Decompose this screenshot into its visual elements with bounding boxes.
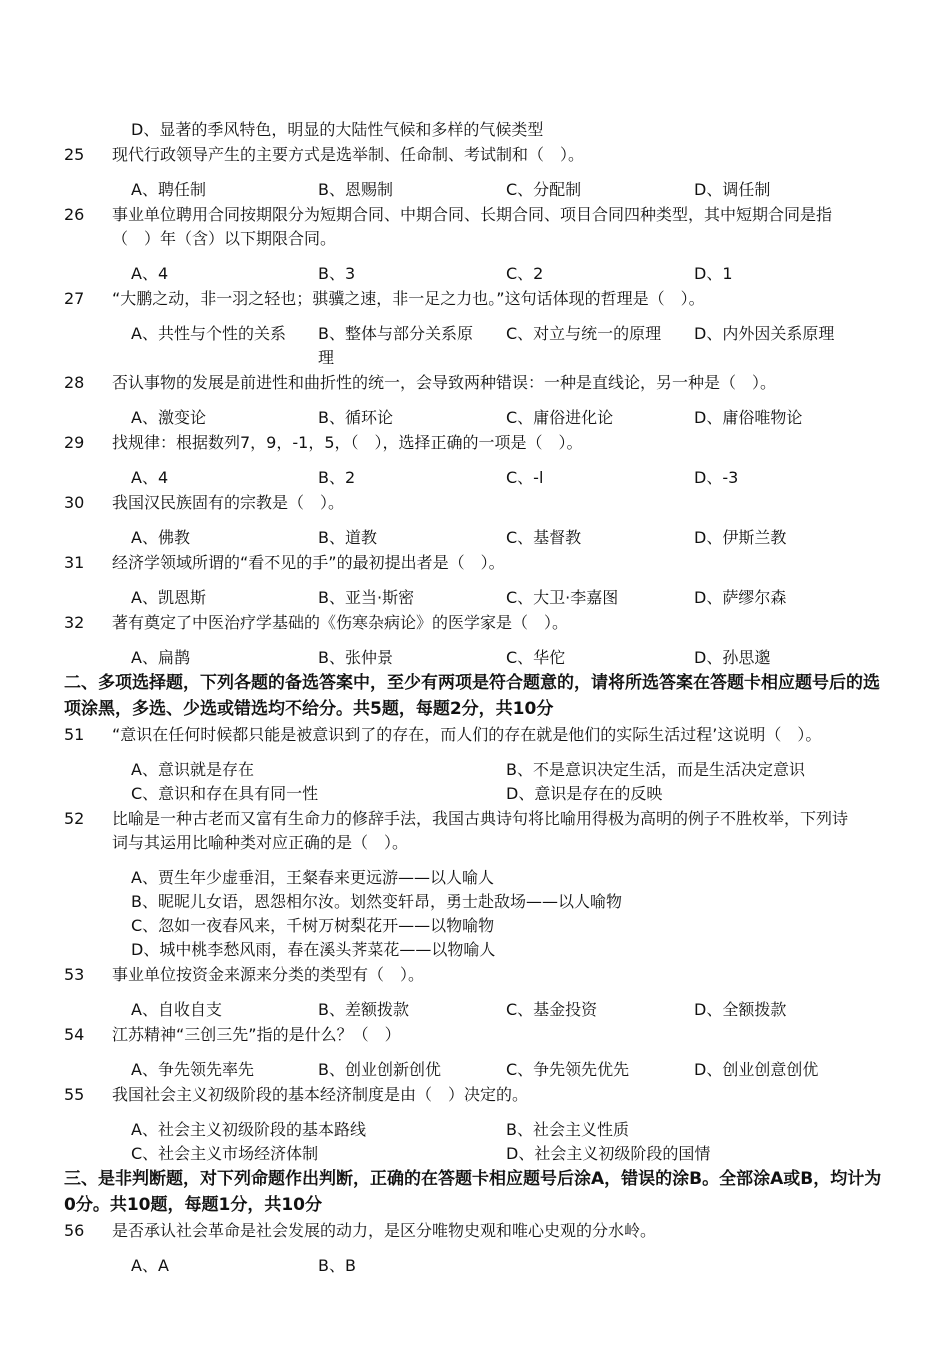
- q27-number: 27: [64, 289, 85, 308]
- q29-option-a: A、4: [131, 468, 169, 487]
- q52-text: 比喻是一种古老而又富有生命力的修辞手法，我国古典诗句将比喻用得极为高明的例子不胜枚举，下列诗词与其运用比喻种类对应正确的是（ ）。: [112, 809, 849, 852]
- q27-option-c: C、对立与统一的原理: [506, 324, 662, 343]
- q28-number: 28: [64, 373, 85, 392]
- q56-text: 是否承认社会革命是社会发展的动力，是区分唯物史观和唯心史观的分水岭。: [112, 1221, 657, 1240]
- q53-option-d: D、全额拨款: [694, 1000, 787, 1019]
- q26-text: 事业单位聘用合同按期限分为短期合同、中期合同、长期合同、项目合同四种类型，其中短期合同是指（ ）年（含）以下期限合同。: [112, 205, 833, 248]
- q53-option-c: C、基金投资: [506, 1000, 598, 1019]
- q53-option-b: B、差额拨款: [318, 1000, 409, 1019]
- q28-option-d: D、庸俗唯物论: [694, 408, 803, 427]
- q29-option-c: C、-l: [506, 468, 544, 487]
- q56-option-a: A、A: [131, 1256, 169, 1275]
- q27-option-a: A、共性与个性的关系: [131, 324, 286, 343]
- q25-number: 25: [64, 145, 85, 164]
- q28-option-c: C、庸俗进化论: [506, 408, 614, 427]
- q24-option-d: D、显著的季风特色，明显的大陆性气候和多样的气候类型: [131, 120, 544, 139]
- q26-option-d: D、1: [694, 264, 733, 283]
- q25-option-a: A、聘任制: [131, 180, 206, 199]
- section-3-heading: 三、是非判断题，对下列命题作出判断，正确的在答题卡相应题号后涂A，错误的涂B。全部涂A或B，均计为0分。共10题，每题1分，共10分: [64, 1169, 882, 1215]
- q26-option-b: B、3: [318, 264, 356, 283]
- q55-option-b: B、社会主义性质: [506, 1120, 629, 1139]
- q32-option-a: A、扁鹊: [131, 648, 190, 667]
- q32-option-b: B、张仲景: [318, 648, 393, 667]
- q27-option-d: D、内外因关系原理: [694, 324, 835, 343]
- q32-option-c: C、华佗: [506, 648, 566, 667]
- q55-text: 我国社会主义初级阶段的基本经济制度是由（ ）决定的。: [112, 1085, 529, 1104]
- q26-option-c: C、2: [506, 264, 544, 283]
- q25-option-d: D、调任制: [694, 180, 771, 199]
- q55-option-a: A、社会主义初级阶段的基本路线: [131, 1120, 366, 1139]
- q29-option-d: D、-3: [694, 468, 739, 487]
- q53-option-a: A、自收自支: [131, 1000, 222, 1019]
- q55-number: 55: [64, 1085, 85, 1104]
- q31-option-c: C、大卫·李嘉图: [506, 588, 619, 607]
- q52-option-d: D、城中桃李愁风雨，春在溪头荠菜花——以物喻人: [131, 940, 496, 959]
- q51-option-a: A、意识就是存在: [131, 760, 254, 779]
- q54-number: 54: [64, 1025, 85, 1044]
- q32-number: 32: [64, 613, 85, 632]
- q52-option-a: A、贾生年少虚垂泪，王粲春来更远游——以人喻人: [131, 868, 494, 887]
- q55-option-d: D、社会主义初级阶段的国情: [506, 1144, 711, 1163]
- q56-number: 56: [64, 1221, 85, 1240]
- q30-number: 30: [64, 493, 85, 512]
- q31-number: 31: [64, 553, 85, 572]
- q30-text: 我国汉民族固有的宗教是（ ）。: [112, 493, 345, 512]
- q54-option-b: B、创业创新创优: [318, 1060, 441, 1079]
- q27-text: “大鹏之动，非一羽之轻也；骐骥之速，非一足之力也。”这句话体现的哲理是（ ）。: [112, 289, 705, 308]
- q55-option-c: C、社会主义市场经济体制: [131, 1144, 319, 1163]
- q31-option-b: B、亚当·斯密: [318, 588, 415, 607]
- q54-option-c: C、争先领先优先: [506, 1060, 630, 1079]
- q51-option-b: B、不是意识决定生活，而是生活决定意识: [506, 760, 805, 779]
- section-2-heading: 二、多项选择题，下列各题的备选答案中，至少有两项是符合题意的，请将所选答案在答题卡相应题号后的选项涂黑，多选、少选或错选均不给分。共5题，每题2分，共10分: [64, 673, 880, 719]
- q26-option-a: A、4: [131, 264, 169, 283]
- q25-option-c: C、分配制: [506, 180, 582, 199]
- q32-text: 著有奠定了中医治疗学基础的《伤寒杂病论》的医学家是（ ）。: [112, 613, 569, 632]
- q51-option-c: C、意识和存在具有同一性: [131, 784, 319, 803]
- q26-number: 26: [64, 205, 85, 224]
- q30-option-c: C、基督教: [506, 528, 582, 547]
- q54-text: 江苏精神“三创三先”指的是什么？（ ）: [112, 1025, 401, 1044]
- q29-text: 找规律：根据数列7，9，-1，5，（ ），选择正确的一项是（ ）。: [112, 433, 583, 452]
- q54-option-d: D、创业创意创优: [694, 1060, 819, 1079]
- q56-option-b: B、B: [318, 1256, 356, 1275]
- q53-number: 53: [64, 965, 85, 984]
- q29-option-b: B、2: [318, 468, 356, 487]
- q52-option-b: B、昵昵儿女语，恩怨相尔汝。划然变轩昂，勇士赴敌场——以人喻物: [131, 892, 622, 911]
- q51-number: 51: [64, 725, 85, 744]
- q32-option-d: D、孙思邈: [694, 648, 771, 667]
- q25-option-b: B、恩赐制: [318, 180, 393, 199]
- q31-text: 经济学领域所谓的“看不见的手”的最初提出者是（ ）。: [112, 553, 505, 572]
- q29-number: 29: [64, 433, 85, 452]
- q28-option-a: A、激变论: [131, 408, 206, 427]
- q53-text: 事业单位按资金来源来分类的类型有（ ）。: [112, 965, 425, 984]
- q25-text: 现代行政领导产生的主要方式是选举制、任命制、考试制和（ ）。: [112, 145, 585, 164]
- q31-option-a: A、凯恩斯: [131, 588, 206, 607]
- q30-option-a: A、佛教: [131, 528, 190, 547]
- q54-option-a: A、争先领先率先: [131, 1060, 254, 1079]
- q30-option-d: D、伊斯兰教: [694, 528, 787, 547]
- q51-text: “意识在任何时候都只能是被意识到了的存在，而人们的存在就是他们的实际生活过程’这说明（ ）。: [112, 725, 822, 744]
- q31-option-d: D、萨缪尔森: [694, 588, 787, 607]
- q27-option-b: B、整体与部分关系原理: [318, 324, 473, 367]
- q51-option-d: D、意识是存在的反映: [506, 784, 663, 803]
- q52-number: 52: [64, 809, 85, 828]
- q52-option-c: C、忽如一夜春风来，千树万树梨花开——以物喻物: [131, 916, 495, 935]
- q28-text: 否认事物的发展是前进性和曲折性的统一，会导致两种错误：一种是直线论，另一种是（ ）。: [112, 373, 777, 392]
- q28-option-b: B、循环论: [318, 408, 393, 427]
- q30-option-b: B、道教: [318, 528, 377, 547]
